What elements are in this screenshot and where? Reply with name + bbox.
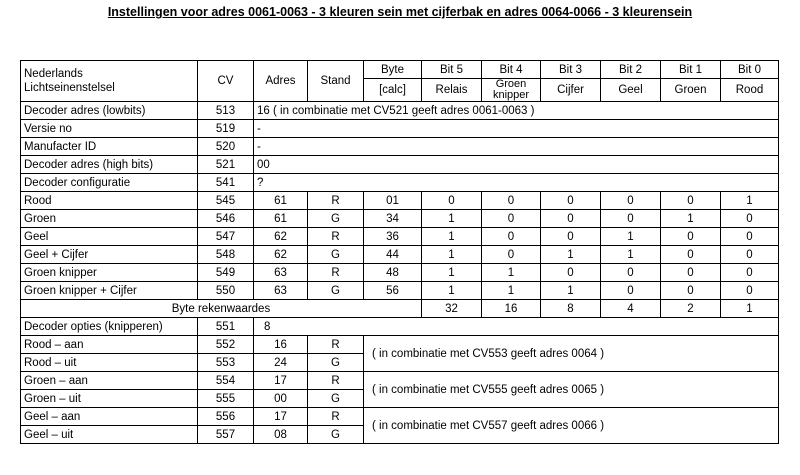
row-bit0: 1 bbox=[721, 192, 779, 210]
table-row bbox=[21, 264, 779, 282]
row-adres: 62 bbox=[254, 228, 308, 246]
header-bit1-label: Groen bbox=[661, 79, 721, 102]
header-bit2-label: Geel bbox=[601, 79, 661, 102]
row-cv: 554 bbox=[198, 372, 254, 390]
row-name: Geel + Cijfer bbox=[21, 246, 198, 264]
row-bit2: 1 bbox=[601, 228, 661, 246]
row-cv: 550 bbox=[198, 282, 254, 300]
row-bit5: 1 bbox=[422, 282, 482, 300]
row-bit2: 0 bbox=[601, 210, 661, 228]
row-adres: 61 bbox=[254, 210, 308, 228]
row-stand: G bbox=[308, 246, 364, 264]
row-adres: 17 bbox=[254, 408, 308, 426]
row-bit0: 0 bbox=[721, 246, 779, 264]
row-value: - bbox=[254, 120, 779, 138]
table-row bbox=[21, 246, 779, 264]
table-row bbox=[21, 120, 779, 138]
table-row bbox=[21, 282, 779, 300]
table-row bbox=[21, 228, 779, 246]
row-bit3: 1 bbox=[541, 246, 601, 264]
row-adres: 61 bbox=[254, 192, 308, 210]
row-bit5: 1 bbox=[422, 246, 482, 264]
row-bit5: 1 bbox=[422, 264, 482, 282]
row-bit1: 0 bbox=[661, 246, 721, 264]
row-bit3: 0 bbox=[541, 210, 601, 228]
byte-value-bit5: 32 bbox=[422, 300, 482, 318]
row-name: Geel – aan bbox=[21, 408, 198, 426]
row-cv: 556 bbox=[198, 408, 254, 426]
byte-value-bit1: 2 bbox=[661, 300, 721, 318]
row-byte: 01 bbox=[364, 192, 422, 210]
table-row bbox=[21, 138, 779, 156]
row-name: Groen – uit bbox=[21, 390, 198, 408]
row-stand: R bbox=[308, 372, 364, 390]
row-byte: 48 bbox=[364, 264, 422, 282]
row-cv: 545 bbox=[198, 192, 254, 210]
row-stand: R bbox=[308, 264, 364, 282]
table-row bbox=[21, 210, 779, 228]
row-cv: 555 bbox=[198, 390, 254, 408]
table-row bbox=[21, 102, 779, 120]
byte-value-bit4: 16 bbox=[482, 300, 541, 318]
header-bit0: Bit 0 bbox=[721, 61, 779, 79]
row-stand: G bbox=[308, 210, 364, 228]
row-bit4: 1 bbox=[482, 264, 541, 282]
blink-note: ( in combinatie met CV557 geeft adres 0066 ) bbox=[364, 408, 779, 444]
row-adres: 16 bbox=[254, 336, 308, 354]
row-byte: 36 bbox=[364, 228, 422, 246]
header-stand: Stand bbox=[308, 61, 364, 102]
table-row bbox=[21, 192, 779, 210]
row-bit1: 0 bbox=[661, 264, 721, 282]
table-row bbox=[21, 336, 779, 354]
header-bit0-label: Rood bbox=[721, 79, 779, 102]
blink-note: ( in combinatie met CV553 geeft adres 0064 ) bbox=[364, 336, 779, 372]
header-bit4-label bbox=[482, 79, 541, 102]
header-name bbox=[21, 61, 198, 102]
row-adres: 63 bbox=[254, 264, 308, 282]
row-stand: R bbox=[308, 228, 364, 246]
header-bit1: Bit 1 bbox=[661, 61, 721, 79]
byte-value-bit0: 1 bbox=[721, 300, 779, 318]
row-adres: 62 bbox=[254, 246, 308, 264]
row-bit1: 0 bbox=[661, 228, 721, 246]
row-cv: 519 bbox=[198, 120, 254, 138]
row-adres: 08 bbox=[254, 426, 308, 444]
row-bit1: 1 bbox=[661, 210, 721, 228]
cv-settings-table bbox=[20, 60, 779, 444]
row-bit2: 1 bbox=[601, 246, 661, 264]
table-row bbox=[21, 408, 779, 426]
row-name: Manufacter ID bbox=[21, 138, 198, 156]
row-value: ? bbox=[254, 174, 779, 192]
row-bit5: 0 bbox=[422, 192, 482, 210]
row-adres: 00 bbox=[254, 390, 308, 408]
row-bit4: 0 bbox=[482, 246, 541, 264]
row-name: Groen knipper + Cijfer bbox=[21, 282, 198, 300]
row-name: Versie no bbox=[21, 120, 198, 138]
row-adres: 24 bbox=[254, 354, 308, 372]
row-bit1: 0 bbox=[661, 282, 721, 300]
row-cv: 549 bbox=[198, 264, 254, 282]
header-bit3: Bit 3 bbox=[541, 61, 601, 79]
row-value: 16 ( in combinatie met CV521 geeft adres 0061-0063 ) bbox=[254, 102, 779, 120]
header-bit2: Bit 2 bbox=[601, 61, 661, 79]
header-bit4-label-line1: Groen bbox=[495, 78, 527, 90]
row-name: Rood – uit bbox=[21, 354, 198, 372]
row-bit2: 0 bbox=[601, 264, 661, 282]
row-byte: 56 bbox=[364, 282, 422, 300]
row-name: Groen – aan bbox=[21, 372, 198, 390]
header-byte-calc: [calc] bbox=[364, 79, 422, 102]
blink-note: ( in combinatie met CV555 geeft adres 0065 ) bbox=[364, 372, 779, 408]
header-bit5: Bit 5 bbox=[422, 61, 482, 79]
row-cv: 548 bbox=[198, 246, 254, 264]
row-cv: 546 bbox=[198, 210, 254, 228]
row-stand: R bbox=[308, 408, 364, 426]
row-bit5: 1 bbox=[422, 228, 482, 246]
row-cv: 520 bbox=[198, 138, 254, 156]
header-bit5-label: Relais bbox=[422, 79, 482, 102]
row-stand: R bbox=[308, 192, 364, 210]
header-row-1 bbox=[21, 61, 779, 79]
row-value: 00 bbox=[254, 156, 779, 174]
row-cv: 541 bbox=[198, 174, 254, 192]
row-name: Rood – aan bbox=[21, 336, 198, 354]
row-adres: 17 bbox=[254, 372, 308, 390]
row-bit4: 1 bbox=[482, 282, 541, 300]
table-row bbox=[21, 156, 779, 174]
row-value: 8 bbox=[254, 318, 779, 336]
row-bit5: 1 bbox=[422, 210, 482, 228]
table-row bbox=[21, 372, 779, 390]
row-cv: 552 bbox=[198, 336, 254, 354]
row-name: Decoder adres (lowbits) bbox=[21, 102, 198, 120]
row-name: Decoder opties (knipperen) bbox=[21, 318, 198, 336]
row-name: Groen knipper bbox=[21, 264, 198, 282]
table-row bbox=[21, 318, 779, 336]
row-name: Decoder configuratie bbox=[21, 174, 198, 192]
header-adres: Adres bbox=[254, 61, 308, 102]
header-cv: CV bbox=[198, 61, 254, 102]
row-bit3: 0 bbox=[541, 228, 601, 246]
row-name: Groen bbox=[21, 210, 198, 228]
header-name-line1: Nederlands bbox=[24, 68, 83, 80]
header-bit4: Bit 4 bbox=[482, 61, 541, 79]
header-bit4-label-line2: knipper bbox=[492, 89, 530, 101]
row-byte: 44 bbox=[364, 246, 422, 264]
row-stand: G bbox=[308, 426, 364, 444]
row-bit0: 0 bbox=[721, 264, 779, 282]
row-name: Decoder adres (high bits) bbox=[21, 156, 198, 174]
row-cv: 557 bbox=[198, 426, 254, 444]
row-stand: R bbox=[308, 336, 364, 354]
byte-values-label: Byte rekenwaardes bbox=[21, 300, 422, 318]
row-value: - bbox=[254, 138, 779, 156]
page-title: Instellingen voor adres 0061-0063 - 3 kleuren sein met cijferbak en adres 0064-0066 - 3 kleurensein bbox=[107, 5, 693, 19]
row-bit4: 0 bbox=[482, 192, 541, 210]
byte-value-bit2: 4 bbox=[601, 300, 661, 318]
row-stand: G bbox=[308, 282, 364, 300]
row-name: Geel bbox=[21, 228, 198, 246]
row-cv: 513 bbox=[198, 102, 254, 120]
row-bit2: 0 bbox=[601, 192, 661, 210]
row-bit2: 0 bbox=[601, 282, 661, 300]
row-bit3: 0 bbox=[541, 264, 601, 282]
row-bit4: 0 bbox=[482, 210, 541, 228]
table-row bbox=[21, 174, 779, 192]
row-cv: 547 bbox=[198, 228, 254, 246]
row-bit0: 0 bbox=[721, 282, 779, 300]
row-cv: 551 bbox=[198, 318, 254, 336]
header-name-line2: Lichtseinenstelsel bbox=[24, 82, 115, 94]
row-bit3: 1 bbox=[541, 282, 601, 300]
row-bit0: 0 bbox=[721, 210, 779, 228]
row-cv: 521 bbox=[198, 156, 254, 174]
row-bit4: 0 bbox=[482, 228, 541, 246]
row-bit0: 0 bbox=[721, 228, 779, 246]
byte-value-bit3: 8 bbox=[541, 300, 601, 318]
header-bit3-label: Cijfer bbox=[541, 79, 601, 102]
row-cv: 553 bbox=[198, 354, 254, 372]
row-name: Geel – uit bbox=[21, 426, 198, 444]
row-byte: 34 bbox=[364, 210, 422, 228]
row-stand: G bbox=[308, 354, 364, 372]
row-bit3: 0 bbox=[541, 192, 601, 210]
row-stand: G bbox=[308, 390, 364, 408]
row-adres: 63 bbox=[254, 282, 308, 300]
byte-values-row bbox=[21, 300, 779, 318]
row-name: Rood bbox=[21, 192, 198, 210]
header-byte: Byte bbox=[364, 61, 422, 79]
row-bit1: 0 bbox=[661, 192, 721, 210]
